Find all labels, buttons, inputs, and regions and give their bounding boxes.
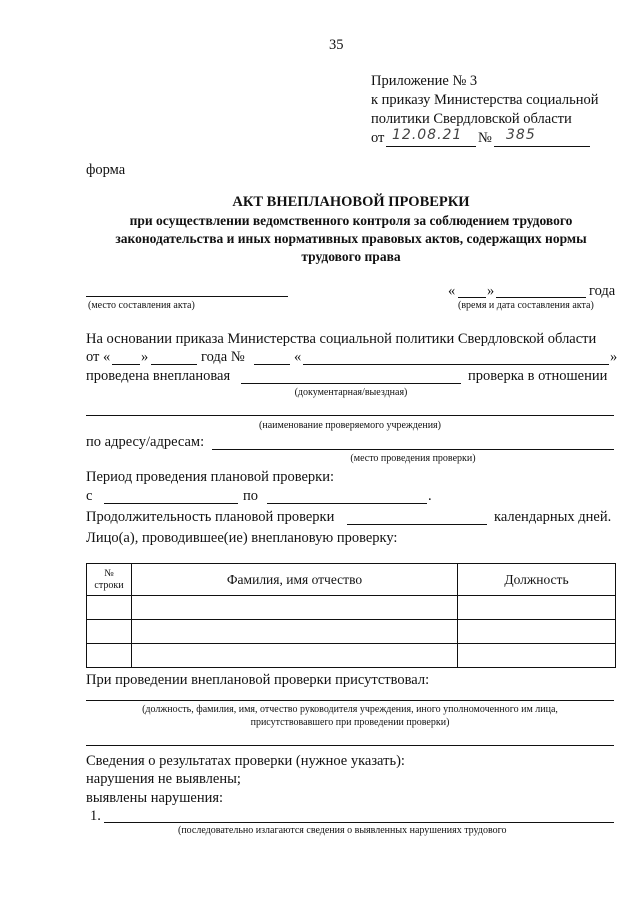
period-end-dot: . (428, 488, 432, 504)
basis-close-quote: » (141, 349, 149, 365)
basis-open-quote: « (294, 349, 302, 365)
present-caption-line-2: присутствовавшего при проведении проверки) (250, 717, 450, 728)
table-header-name: Фамилия, имя отчество (132, 564, 458, 596)
table-cell-name[interactable] (132, 620, 458, 644)
date-month-line (496, 297, 586, 298)
persons-label: Лицо(а), проводившее(ие) внеплановую проверку: (86, 530, 398, 546)
table-cell-number[interactable] (87, 620, 132, 644)
conducted-prefix: проведена внеплановая (86, 368, 231, 384)
basis-name-line (303, 364, 609, 365)
appendix-date-line (386, 146, 476, 147)
table-cell-name[interactable] (132, 644, 458, 668)
page-number: 35 (329, 37, 344, 53)
document-title: АКТ ВНЕПЛАНОВОЙ ПРОВЕРКИ (232, 194, 470, 210)
table-cell-number[interactable] (87, 596, 132, 620)
table-row (87, 644, 616, 668)
conducted-caption: (документарная/выездная) (294, 387, 408, 398)
date-year-word: года (589, 283, 616, 299)
appendix-line-1: Приложение № 3 (371, 73, 478, 89)
duration-suffix: календарных дней. (494, 509, 612, 525)
period-label: Период проведения плановой проверки: (86, 469, 335, 485)
period-from-line (104, 503, 238, 504)
table-cell-position[interactable] (458, 620, 616, 644)
place-line (86, 296, 288, 297)
date-open-quote: « (448, 283, 456, 299)
conducted-type-line (241, 383, 461, 384)
appendix-date-handwritten: 12.08.21 (392, 127, 463, 143)
appendix-number-handwritten: 385 (506, 127, 536, 143)
conducted-suffix: проверка в отношении (468, 368, 608, 384)
duration-days-line (347, 524, 487, 525)
document-subtitle-line-1: при осуществлении ведомственного контроля за соблюдением трудового (129, 213, 573, 228)
basis-from-label: от « (86, 349, 111, 365)
present-line-2 (86, 745, 614, 746)
results-item-1-number: 1. (90, 808, 101, 824)
table-header-number (87, 564, 132, 596)
basis-day-line (112, 364, 140, 365)
basis-month-line (151, 364, 197, 365)
form-label: форма (86, 162, 126, 178)
period-to-label: по (243, 488, 259, 504)
table-cell-name[interactable] (132, 596, 458, 620)
basis-end-quote: » (610, 349, 618, 365)
table-header-position: Должность (458, 564, 616, 596)
institution-line (86, 415, 614, 416)
results-caption: (последовательно излагаются сведения о выявленных нарушениях трудового (178, 825, 507, 836)
present-line (86, 700, 614, 701)
present-caption-line-1: (должность, фамилия, имя, отчество руководителя учреждения, иного уполномоченного им лица, (142, 704, 558, 715)
address-caption: (место проведения проверки) (350, 453, 476, 464)
table-cell-position[interactable] (458, 596, 616, 620)
results-option-none: нарушения не выявлены; (86, 771, 241, 787)
table-header-row (87, 564, 616, 596)
table-row (87, 596, 616, 620)
results-item-1-line (104, 822, 614, 823)
persons-table (86, 563, 616, 668)
appendix-line-2: к приказу Министерства социальной (371, 92, 599, 108)
appendix-from-label: от (371, 130, 385, 146)
date-day-line (458, 297, 486, 298)
present-label: При проведении внеплановой проверки присутствовал: (86, 672, 430, 688)
results-label: Сведения о результатах проверки (нужное указать): (86, 753, 405, 769)
appendix-number-line (494, 146, 590, 147)
basis-number-line (254, 364, 290, 365)
basis-line-1: На основании приказа Министерства социальной политики Свердловской области (86, 331, 597, 347)
institution-caption: (наименование проверяемого учреждения) (259, 420, 441, 431)
document-subtitle-line-2: законодательства и иных нормативных правовых актов, содержащих нормы (115, 231, 587, 246)
document-subtitle-line-3: трудового права (301, 249, 401, 264)
table-row (87, 620, 616, 644)
results-option-found: выявлены нарушения: (86, 790, 224, 806)
table-cell-position[interactable] (458, 644, 616, 668)
basis-year-number: года № (201, 349, 245, 365)
appendix-number-label: № (478, 130, 492, 146)
duration-prefix: Продолжительность плановой проверки (86, 509, 335, 525)
address-label: по адресу/адресам: (86, 434, 205, 450)
period-to-line (267, 503, 427, 504)
table-header-number-word: строки (94, 579, 124, 591)
address-line (212, 449, 614, 450)
appendix-line-3: политики Свердловской области (371, 111, 572, 127)
table-cell-number[interactable] (87, 644, 132, 668)
table-header-number-sign: № (104, 567, 114, 579)
place-caption: (место составления акта) (88, 300, 195, 311)
datetime-caption: (время и дата составления акта) (458, 300, 594, 311)
date-close-quote: » (487, 283, 495, 299)
period-from-label: с (86, 488, 93, 504)
